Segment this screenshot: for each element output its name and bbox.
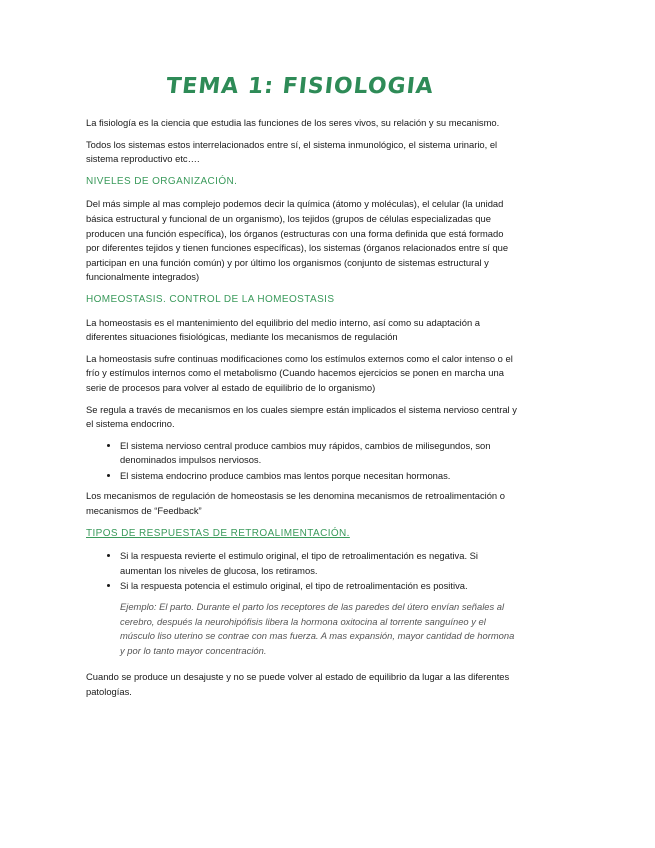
page-title: TEMA 1: FISIOLOGIA	[164, 74, 436, 99]
retroalimentacion-list	[86, 549, 518, 594]
list-item: • El sistema nervioso central produce cambios muy rápidos, cambios de milisegundos, son denominados impulsos nerviosos.	[120, 439, 518, 468]
homeostasis-paragraph-2: La homeostasis sufre continuas modificaciones como los estímulos externos como el calor intenso o el frío y estímulos internos como el metabolismo (Cuando hacemos ejercicios se ponen en marcha una serie de procesos para volver al estado de equilibrio de lo organismo)	[86, 352, 513, 393]
section-heading-retroalimentacion: TIPOS DE RESPUESTAS DE RETROALIMENTACIÓN.	[86, 527, 350, 539]
niveles-paragraph: Del más simple al mas complejo podemos decir la química (átomo y moléculas), el celular (la unidad básica estructural y funcional de un organismo), los tejidos (grupos de células especializadas que producen una función específica), los órganos (estructuras con una forma definida que está formado por diferentes tejidos y tienen funciones específicas), los sistemas (órganos relacionados entre sí que participan en una función común) y por último los organismos (conjunto de sistemas estructural y funcionalmente integrados)	[86, 198, 509, 283]
section-heading-niveles: NIVELES DE ORGANIZACIÓN.	[86, 175, 238, 187]
homeostasis-list	[86, 439, 518, 484]
homeostasis-paragraph-1: La homeostasis es el mantenimiento del equilibrio del medio interno, así como su adaptación a diferentes situaciones fisiológicas, mediante los mecanismos de regulación	[86, 316, 480, 343]
intro-paragraph-1: La fisiología es la ciencia que estudia las funciones de los seres vivos, su relación y su mecanismo.	[86, 117, 500, 128]
example-paragraph: Ejemplo: El parto. Durante el parto los receptores de las paredes del útero envían señales al cerebro, después la neurohipófisis libera la hormona oxitocina al torrente sanguíneo y el músculo liso uterino se contrae con mas fuerza. A mas expansión, mayor cantidad de hormona y por lo tanto mayor concentración.	[120, 601, 515, 656]
list-item: • Si la respuesta revierte el estimulo original, el tipo de retroalimentación es negativa. Si aumentan los niveles de glucosa, los retiramos.	[120, 549, 518, 578]
homeostasis-closing: Los mecanismos de regulación de homeostasis se les denomina mecanismos de retroalimentación o mecanismos de “Feedback”	[86, 490, 505, 517]
list-item: • Si la respuesta potencia el estimulo original, el tipo de retroalimentación es positiva.	[120, 579, 518, 594]
homeostasis-paragraph-3: Se regula a través de mecanismos en los cuales siempre están implicados el sistema nervioso central y el sistema endocrino.	[86, 403, 517, 430]
list-item: • El sistema endocrino produce cambios mas lentos porque necesitan hormonas.	[120, 469, 518, 484]
final-paragraph: Cuando se produce un desajuste y no se puede volver al estado de equilibrio da lugar a las diferentes patologías.	[86, 671, 510, 697]
document-body	[86, 116, 518, 707]
section-heading-homeostasis: HOMEOSTASIS. CONTROL DE LA HOMEOSTASIS	[86, 293, 335, 305]
intro-paragraph-2: Todos los sistemas estos interrelacionados entre sí, el sistema inmunológico, el sistema urinario, el sistema reproductivo etc….	[86, 138, 498, 165]
